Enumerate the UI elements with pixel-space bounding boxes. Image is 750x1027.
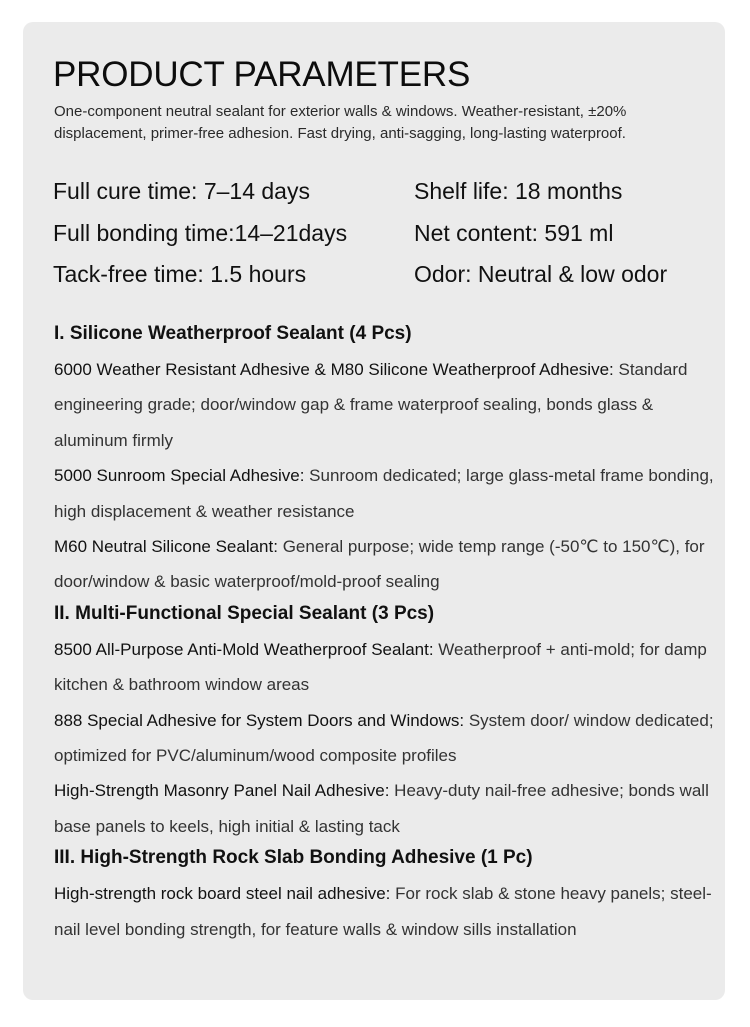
item-name: High-Strength Masonry Panel Nail Adhesive: bbox=[54, 781, 390, 801]
list-item bbox=[54, 773, 714, 844]
section-heading: II. Multi-Functional Special Sealant (3 Pcs) bbox=[54, 602, 435, 624]
item-description: General purpose; wide temp range (-50℃ to 150℃), for door/window & basic waterproof/mold-proof sealing bbox=[54, 537, 705, 592]
list-item bbox=[54, 632, 714, 703]
page-title: PRODUCT PARAMETERS bbox=[53, 55, 471, 94]
item-description: For rock slab & stone heavy panels; steel-nail level bonding strength, for feature walls & window sills installation bbox=[54, 884, 712, 939]
spec-net-content: Net content: 591 ml bbox=[414, 220, 614, 246]
list-item bbox=[54, 352, 714, 458]
item-name: 5000 Sunroom Special Adhesive: bbox=[54, 466, 305, 486]
spec-full-bonding-time: Full bonding time:14–21days bbox=[53, 220, 348, 246]
list-item bbox=[54, 876, 714, 947]
section-heading: III. High-Strength Rock Slab Bonding Adhesive (1 Pc) bbox=[54, 847, 533, 869]
list-item bbox=[54, 458, 714, 529]
item-description: System door/ window dedicated; optimized for PVC/aluminum/wood composite profiles bbox=[54, 710, 714, 766]
section-rock-slab-bonding bbox=[54, 844, 714, 947]
item-name: 6000 Weather Resistant Adhesive & M80 Silicone Weatherproof Adhesive: bbox=[54, 360, 614, 379]
spec-tack-free-time: Tack-free time: 1.5 hours bbox=[53, 261, 307, 287]
item-name: 888 Special Adhesive for System Doors and Windows: bbox=[54, 710, 465, 730]
item-description: Heavy-duty nail-free adhesive; bonds wall base panels to keels, high initial & lasting tack bbox=[54, 781, 709, 836]
item-description: Sunroom dedicated; large glass-metal frame bonding, high displacement & weather resistance bbox=[54, 466, 714, 521]
item-description: Weatherproof + anti-mold; for damp kitchen & bathroom window areas bbox=[54, 639, 707, 695]
item-name: High-strength rock board steel nail adhesive: bbox=[54, 884, 391, 904]
spec-odor: Odor: Neutral & low odor bbox=[414, 261, 668, 287]
spec-shelf-life: Shelf life: 18 months bbox=[414, 178, 623, 204]
product-summary: One-component neutral sealant for exterior walls & windows. Weather-resistant, ±20% displacement, primer-free adhesion. Fast drying, anti-sagging, long-lasting waterproof. bbox=[54, 103, 627, 142]
section-heading: I. Silicone Weatherproof Sealant (4 Pcs) bbox=[54, 323, 412, 344]
section-multi-functional bbox=[54, 600, 714, 844]
spec-full-cure-time: Full cure time: 7–14 days bbox=[53, 178, 310, 204]
section-silicone-weatherproof bbox=[54, 320, 714, 600]
product-list bbox=[54, 320, 714, 947]
list-item bbox=[54, 703, 714, 774]
item-name: 8500 All-Purpose Anti-Mold Weatherproof Sealant: bbox=[54, 639, 434, 659]
item-description: Standard engineering grade; door/window gap & frame waterproof sealing, bonds glass & aluminum firmly bbox=[54, 360, 688, 450]
list-item bbox=[54, 529, 714, 600]
item-name: M60 Neutral Silicone Sealant: bbox=[54, 537, 278, 557]
